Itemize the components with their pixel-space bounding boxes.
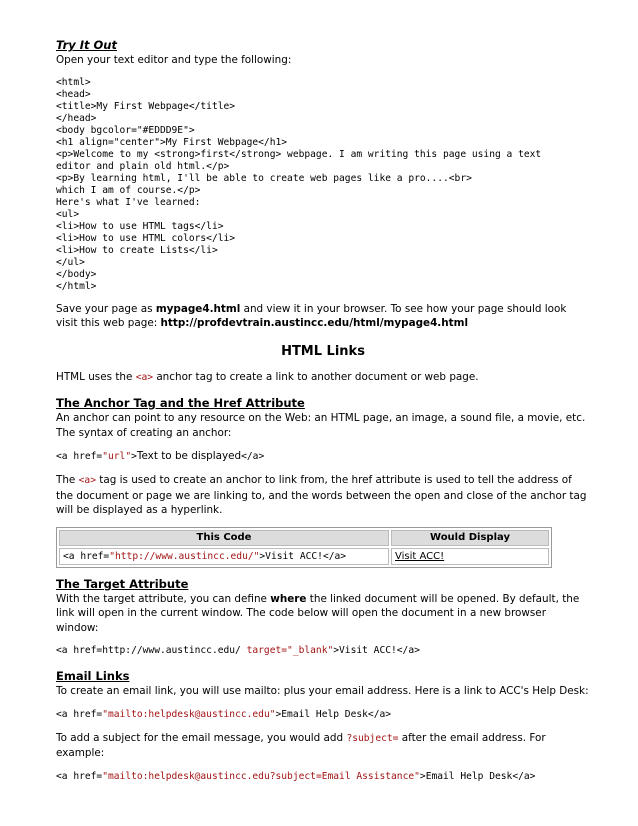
links-intro: HTML uses the <a> anchor tag to create a link to another document or web page. — [56, 370, 479, 383]
email-subject-text: To add a subject for the email message, you would add ?subject= after the email address. For example: — [56, 731, 546, 759]
table-header-code: This Code — [59, 530, 389, 546]
try-intro: Open your text editor and type the following: — [56, 54, 292, 66]
target-text: With the target attribute, you can define where the linked document will be opened. By default, the link will open in the current window. The code below will open the document in a new browser window: — [56, 592, 580, 634]
section-title-html-links: HTML Links — [281, 343, 365, 359]
example-code-block: <html> <head> <title>My First Webpage</title> </head> <body bgcolor="#EDDD9E"> <h1 align="center">My First Webpage</h1> <p>Welcome to my <strong>first</strong> webpage. I am writing this page using a text editor and plain old html.</p> <p>By learning html, I'll be able to create web pages like a pro....<br> which I am of course.</p> Here's what I've learned: <ul> <li>How to use HTML tags</li> <li>How to use HTML colors</li> <li>How to create Lists</li> </ul> </body> </html> — [56, 76, 542, 292]
document-page — [56, 38, 590, 784]
try-it-out-heading: Try It Out — [56, 38, 117, 52]
visit-acc-link[interactable]: Visit ACC! — [391, 548, 549, 565]
email-text: To create an email link, you will use mailto: plus your email address. Here is a link to ACC's Help Desk: — [56, 685, 589, 697]
table-header-display: Would Display — [391, 530, 549, 546]
target-heading: The Target Attribute — [56, 576, 189, 591]
email-heading: Email Links — [56, 669, 130, 683]
email-subject-code: <a href="mailto:helpdesk@austincc.edu?subject=Email Assistance">Email Help Desk</a> — [56, 770, 536, 782]
code-display-table — [56, 527, 552, 568]
table-cell-code: <a href="http://www.austincc.edu/">Visit ACC!</a> — [59, 548, 389, 565]
anchor-explanation: The <a> tag is used to create an anchor to link from, the href attribute is used to tell the address of the document or page we are linking to, and the words between the open and close of the anchor tag will be displayed as a hyperlink. — [56, 474, 587, 516]
email-code: <a href="mailto:helpdesk@austincc.edu">Email Help Desk</a> — [56, 708, 392, 720]
table-row — [59, 548, 549, 565]
anchor-heading: The Anchor Tag and the Href Attribute — [56, 396, 305, 410]
anchor-text: An anchor can point to any resource on the Web: an HTML page, an image, a sound file, a movie, etc. The syntax of creating an anchor: — [56, 412, 586, 439]
filename: mypage4.html — [155, 302, 241, 315]
anchor-syntax: <a href="url">Text to be displayed</a> — [56, 450, 265, 462]
target-code: <a href=http://www.austincc.edu/ target="_blank">Visit ACC!</a> — [56, 645, 420, 656]
example-url: http://profdevtrain.austincc.edu/html/mypage4.html — [160, 317, 469, 329]
save-instructions: Save your page as mypage4.html and view it in your browser. To see how your page should look visit this web page: http://profdevtrain.austincc.edu/html/mypage4.html — [56, 302, 567, 329]
